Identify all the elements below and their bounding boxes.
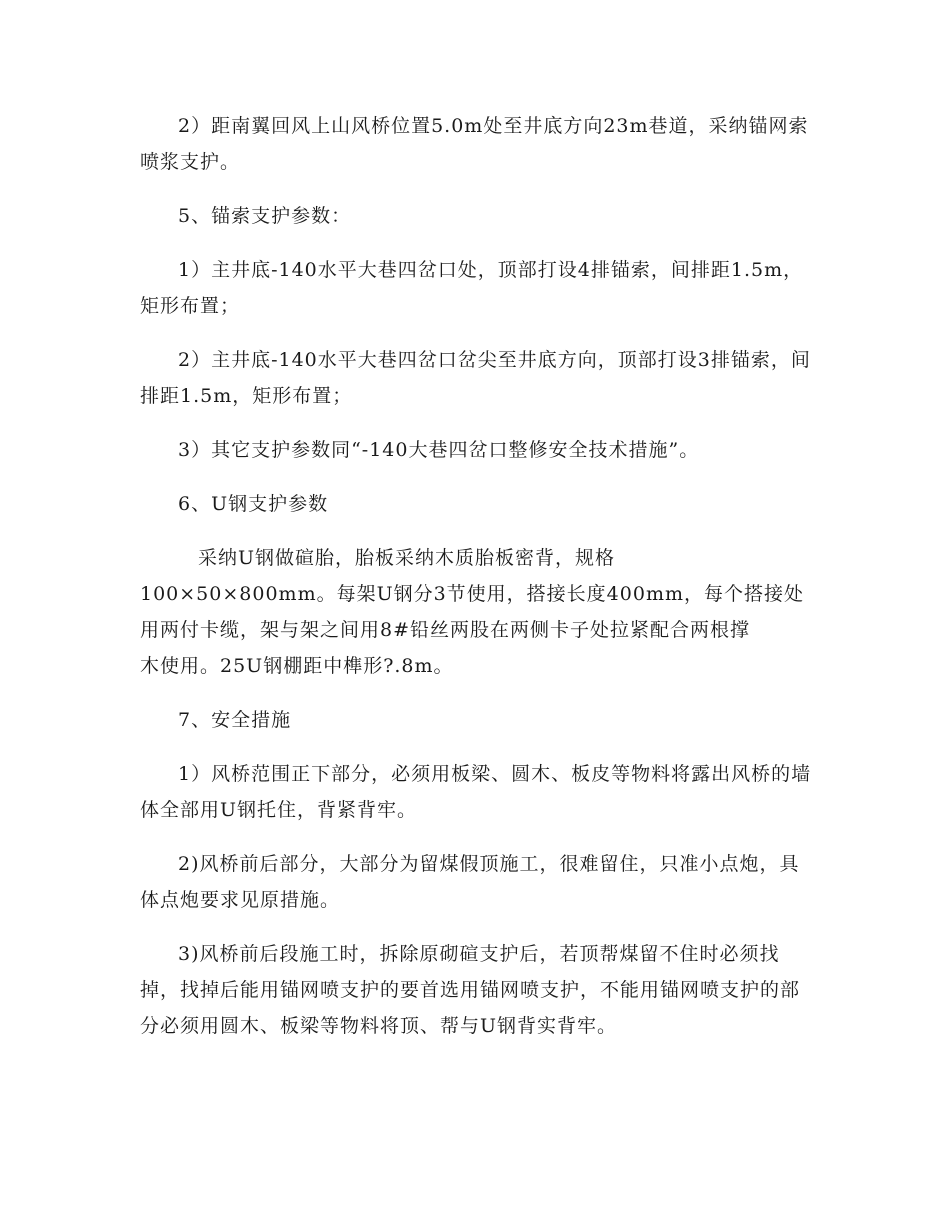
heading-anchor-cable-params: 5、锚索支护参数： (178, 205, 352, 227)
u-steel-line-3: 用两付卡缆，架与架之间用8#铅丝两股在两侧卡子处拉紧配合两根撑 (140, 619, 751, 641)
u-steel-line-2: 100×50×800mm。每架U钢分3节使用，搭接长度400mm，每个搭接处 (140, 583, 804, 605)
paragraph-anchor-cable-1: 1）主井底-140水平大巷四岔口处，顶部打设4排锚索，间排距1.5m，矩形布置； (140, 259, 804, 317)
paragraph-u-steel-support (140, 540, 812, 684)
u-steel-line-4: 木使用。25U钢棚距中榫形?.8m。 (140, 655, 454, 677)
paragraph-south-wing-support: 2）距南翼回风上山风桥位置5.0m处至井底方向23m巷道，采纳锚网索喷浆支护。 (140, 115, 809, 173)
document-page (140, 108, 812, 1062)
u-steel-line-1: 采纳U钢做碹胎，胎板采纳木质胎板密背，规格 (198, 547, 616, 569)
paragraph-safety-3: 3)风桥前后段施工时，拆除原砌碹支护后，若顶帮煤留不住时必须找掉，找掉后能用锚网喷支护的要首选用锚网喷支护，不能用锚网喷支护的部分必须用圆木、板梁等物料将顶、帮与U钢背实背牢。 (140, 943, 801, 1037)
paragraph-safety-1: 1）风桥范围正下部分，必须用板梁、圆木、板皮等物料将露出风桥的墙体全部用U钢托住，背紧背牢。 (140, 763, 812, 821)
heading-u-steel-params: 6、U钢支护参数 (178, 493, 329, 515)
paragraph-anchor-cable-3: 3）其它支护参数同“-140大巷四岔口整修安全技术措施”。 (178, 439, 700, 461)
heading-safety-measures: 7、安全措施 (178, 709, 292, 731)
paragraph-anchor-cable-2: 2）主井底-140水平大巷四岔口岔尖至井底方向，顶部打设3排锚索，间排距1.5m，矩形布置； (140, 349, 811, 407)
paragraph-safety-2: 2)风桥前后部分，大部分为留煤假顶施工，很难留住，只准小点炮，具体点炮要求见原措施。 (140, 853, 800, 911)
